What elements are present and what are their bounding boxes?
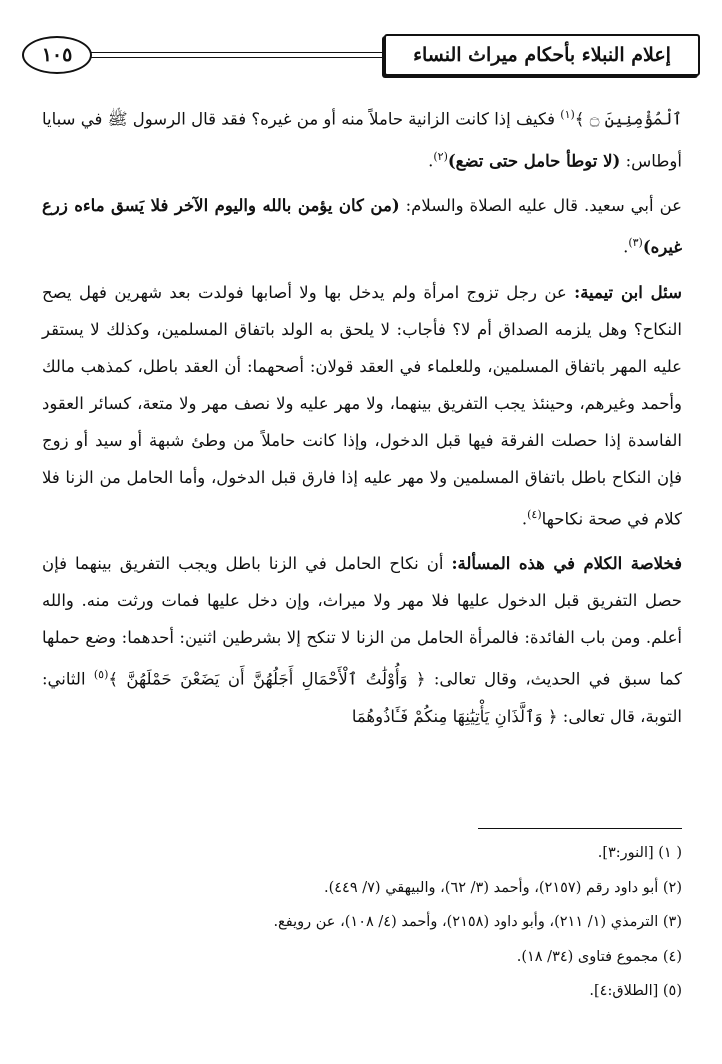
footnotes (60, 836, 682, 1009)
paragraph (42, 96, 682, 179)
text-run: فكيف إذا كانت الزانية حاملاً منه أو من غيره؟ فقد قال الرسول ﷺ في سبايا أوطاس: (42, 109, 682, 170)
running-title: إعلام النبلاء بأحكام ميراث النساء (384, 34, 700, 76)
text-run: أن نكاح الحامل في الزنا باطل ويجب التفريق بينهما فإن حصل التفريق قبل الدخول عليها فلا مهر ولا ميراث، وإن دخل عليها فمات ورثت منه. والله أعلم. ومن باب الفائدة: فالمرأة الحامل من الزنا لا تنكح إلا بشرطين اثنين: أحدهما: وضع حملها كما سبق في الحديث، وقال تعالى: (42, 554, 682, 689)
footnote-marker: (٤) (527, 507, 542, 521)
bold-text: فخلاصة الكلام في هذه المسألة: (451, 554, 682, 573)
footnote-marker: (٥) (93, 668, 109, 681)
footnote-item: (٣) الترمذي (١/ ٢١١)، وأبو داود (٢١٥٨)، وأحمد (٤/ ١٠٨)، عن رويفع. (273, 914, 682, 930)
footnote-marker: (٢) (433, 149, 448, 163)
footnote-marker: (٣) (628, 236, 643, 249)
text-run: عن رجل تزوج امرأة ولم يدخل بها ولا أصابها فولدت بعد شهرين فهل يصح النكاح؟ وهل يلزمه الصداق أم لا؟ فأجاب: لا يلحق به الولد باتفاق المسلمين، وكذلك لا يستقر عليه المهر باتفاق المسلمين، وللعلماء في العقد قولان: أصحهما: أن العقد باطل، كمذهب مالك وأحمد وغيرهم، وحينئذ يجب التفريق بينهما، ولا مهر عليه ولا نصف مهر ولا متعة، كسائر العقود الفاسدة إذا حصلت الفرقة فيها قبل الدخول، وإذا كانت حاملاً من وطئ شبهة أو سيد أو زوج فإن النكاح باطل باتفاق المسلمين ولا مهر عليه إذا فارق قبل الدخول، وأما الحامل من الزنا فلا كلام في صحة نكاحها (42, 282, 682, 528)
text-run: . (428, 151, 434, 170)
footnote-item: (٥) [الطلاق:٤]. (589, 983, 682, 999)
text-run: عن أبي سعيد. قال عليه الصلاة والسلام: (399, 196, 682, 215)
bold-text: (من كان يؤمن بالله واليوم الآخر فلا يَسق ماءه زرع غيره) (42, 196, 682, 257)
text-run: . (521, 509, 528, 528)
paragraph (42, 187, 682, 266)
text-run: ﴿ وَأُوْلَٰتُ ٱلْأَحْمَالِ أَجَلُهُنَّ أَن يَضَعْنَ حَمْلَهُنَّ ﴾ (108, 669, 426, 689)
text-run: ﴾ (574, 109, 585, 129)
text-run: الثاني: التوبة، قال تعالى: (42, 669, 682, 726)
paragraph (42, 545, 682, 735)
footnote-marker: (١) (560, 108, 575, 121)
bold-text: (لا توطأ حامل حتى تضع) (447, 151, 621, 170)
footnote-separator (478, 828, 682, 829)
header-rule (84, 57, 384, 58)
paragraph (42, 274, 682, 538)
header-rule (84, 52, 384, 53)
text-run: . (623, 237, 629, 257)
text-run: ٱلْمُؤْمِنِينَ (604, 109, 683, 129)
main-text (42, 96, 682, 743)
page-header (22, 30, 700, 78)
text-run: ﴿ وَٱلَّذَانِ يَأْتِيَٰنِهَا مِنكُمْ فَـَٔاذُوهُمَا (351, 706, 558, 726)
bold-text: سئل ابن تيمية: (574, 282, 682, 302)
footnote-item: (٢) أبو داود رقم (٢١٥٧)، وأحمد (٣/ ٦٢)، والبيهقي (٧/ ٤٤٩). (323, 879, 682, 896)
footnote-item: ( ١) [النور:٣]. (597, 845, 682, 861)
page-number: ١٠٥ (22, 36, 92, 74)
text-run: ۝ (584, 109, 605, 129)
footnote-item: (٤) مجموع فتاوى (٣٤/ ١٨). (516, 948, 682, 965)
